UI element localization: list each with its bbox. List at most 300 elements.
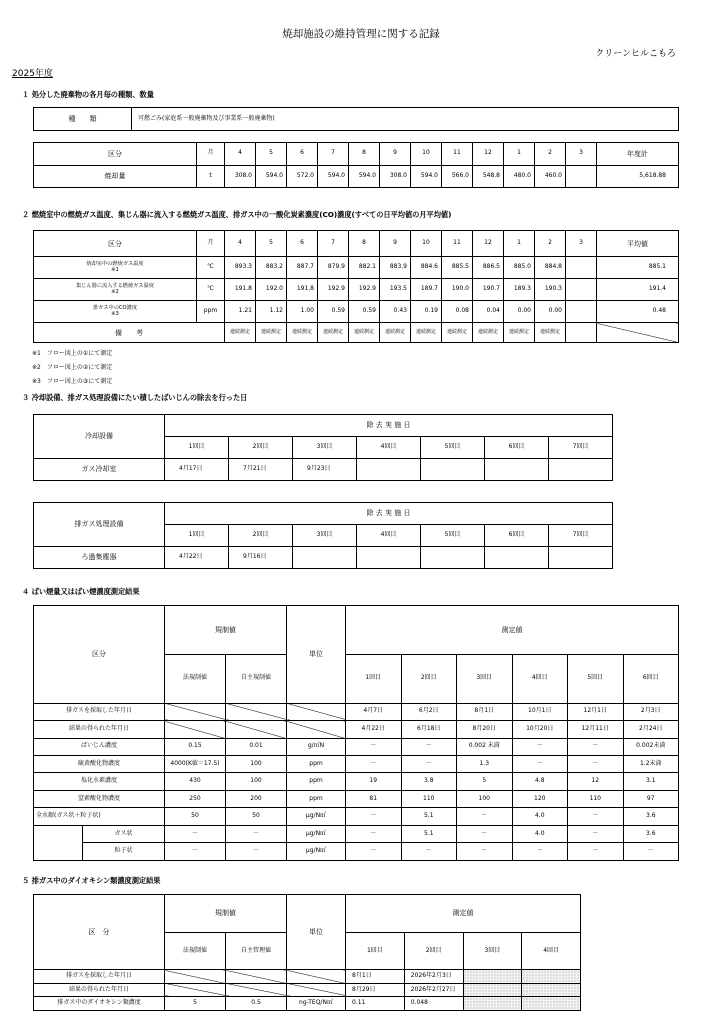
t1-total: 5,618.88 [597, 165, 679, 188]
t4-self: 200 [226, 790, 287, 807]
t4-value: 110 [568, 790, 624, 807]
t4-value: － [346, 808, 402, 825]
removal-date: 7月21日 [229, 459, 293, 481]
t4-value: － [346, 756, 402, 773]
smoke-measurement-table [33, 605, 679, 861]
organization-name: クリーンヒルこもろ [595, 49, 676, 59]
t5-header-self: 自主管理値 [226, 932, 287, 970]
t1-value [566, 165, 597, 188]
t5-header-reg: 規制値 [165, 895, 287, 933]
month-header: 8 [349, 143, 380, 166]
t4-data-row [34, 756, 679, 773]
t5-empty [463, 970, 522, 984]
month-header: 11 [442, 143, 473, 166]
t1-row-label: 焼却量 [34, 165, 197, 188]
t4-self: 100 [226, 773, 287, 790]
note-3: ※3 フロー図上の③にて測定 [32, 378, 113, 385]
t2-value: 884.6 [411, 257, 442, 279]
t4-value: 0.002 未満 [457, 738, 513, 755]
count-header: 6回目 [485, 525, 549, 547]
t5-value: 2026年2月27日 [404, 983, 463, 997]
removal-date: 9月16日 [229, 547, 293, 569]
t4-value: － [401, 843, 457, 861]
count-header: 1回目 [165, 525, 229, 547]
removal-date [421, 547, 485, 569]
t2-value: 886.5 [473, 257, 504, 279]
month-header: 4 [225, 231, 256, 257]
t4-value: 10月1日 [512, 703, 568, 720]
t4-value: 110 [401, 790, 457, 807]
t4-row-label: 硫黄酸化物濃度 [34, 756, 165, 773]
incineration-amount-table [33, 142, 679, 188]
t5-value: 8月1日 [346, 970, 405, 984]
t2-remark: 連続測定 [473, 323, 504, 343]
t4-indent [34, 843, 83, 861]
month-header: 10 [411, 231, 442, 257]
month-header: 2 [535, 143, 566, 166]
t2-value: 0.08 [442, 301, 473, 323]
waste-type-label: 種 類 [34, 108, 132, 131]
month-header: 5 [256, 143, 287, 166]
t4-legal: 0.15 [165, 738, 226, 755]
t4-legal: 250 [165, 790, 226, 807]
section-5-heading: ５ 排ガス中のダイオキシン類濃度測定結果 [22, 876, 161, 885]
t2-value: 0.00 [504, 301, 535, 323]
t2-row-name: 集じん器に流入する燃焼ガス温度 [76, 282, 154, 289]
t4-unit: μg/N㎥ [287, 808, 346, 825]
t3b-header: 除 去 実 施 日 [165, 503, 613, 525]
count-header: 3回目 [293, 525, 357, 547]
t1-value: 594.0 [349, 165, 380, 188]
t5-legal-blank [165, 970, 226, 984]
t2-remark: 連続測定 [442, 323, 473, 343]
t3b-title: 排ガス処理設備 [34, 503, 165, 547]
t2-header-kubun: 区分 [34, 231, 197, 257]
t4-row-label: 排ガスを採取した年月日 [34, 703, 165, 720]
t4-value: － [568, 808, 624, 825]
t4-legal-blank [165, 703, 226, 720]
t2-value [566, 257, 597, 279]
t4-legal: 4000(K値＝17.5) [165, 756, 226, 773]
t5-data-row [34, 997, 581, 1011]
month-header: 7 [318, 231, 349, 257]
t4-row-label: 塩化水素濃度 [34, 773, 165, 790]
t4-value: 3.6 [623, 808, 679, 825]
t4-unit: ppm [287, 756, 346, 773]
t2-value: 190.7 [473, 279, 504, 301]
t2-value: 192.9 [349, 279, 380, 301]
month-header: 3 [566, 143, 597, 166]
t4-value: 4.8 [512, 773, 568, 790]
t2-avg: 191.4 [597, 279, 679, 301]
t4-value: － [512, 738, 568, 755]
temperature-co-table [33, 230, 679, 343]
t2-value: 192.0 [256, 279, 287, 301]
t4-value: 97 [623, 790, 679, 807]
count-header: 1回目 [165, 437, 229, 459]
month-header: 9 [380, 231, 411, 257]
t5-header-meas: 測定値 [346, 895, 581, 933]
t2-remark: 連続測定 [256, 323, 287, 343]
month-header: 2 [535, 231, 566, 257]
t4-self: 0.01 [226, 738, 287, 755]
t5-value: 0.048 [404, 997, 463, 1011]
t4-self: 50 [226, 808, 287, 825]
t5-row-label: 排ガスを採取した年月日 [34, 970, 165, 984]
removal-date: 4月17日 [165, 459, 229, 481]
t1-value: 572.0 [287, 165, 318, 188]
t2-value: 883.2 [256, 257, 287, 279]
t4-data-row [34, 773, 679, 790]
t2-remarks-label: 備 考 [34, 323, 225, 343]
count-header: 4回目 [512, 654, 568, 703]
month-header: 1 [504, 231, 535, 257]
t3a-title: 冷却設備 [34, 415, 165, 459]
t2-unit: ℃ [197, 257, 225, 279]
t4-value: 19 [346, 773, 402, 790]
t2-avg: 0.48 [597, 301, 679, 323]
t1-header-total: 年度計 [597, 143, 679, 166]
t2-remarks-blank [597, 323, 679, 343]
removal-date [421, 459, 485, 481]
t2-value: 1.21 [225, 301, 256, 323]
count-header: 5回目 [421, 437, 485, 459]
t2-header-avg: 平均値 [597, 231, 679, 257]
t2-remark [566, 323, 597, 343]
t2-value: 885.5 [442, 257, 473, 279]
t4-value: － [457, 808, 513, 825]
t2-remark: 連続測定 [287, 323, 318, 343]
t4-value: 12 [568, 773, 624, 790]
t4-value: － [457, 843, 513, 861]
count-header: 3回目 [293, 437, 357, 459]
t4-value: 8月1日 [457, 703, 513, 720]
t2-value: 1.00 [287, 301, 318, 323]
t4-value: － [568, 825, 624, 842]
t4-header-self: 自主規制値 [226, 654, 287, 703]
t4-header-legal: 法規制値 [165, 654, 226, 703]
t2-value [566, 301, 597, 323]
t1-value: 460.0 [535, 165, 566, 188]
t4-value: 6月18日 [401, 721, 457, 738]
t5-row-label: 排ガス中のダイオキシン類濃度 [34, 997, 165, 1011]
removal-date [485, 459, 549, 481]
t4-self-blank [226, 721, 287, 738]
t4-header-unit: 単位 [287, 606, 346, 704]
count-header: 4回目 [522, 932, 581, 970]
t4-legal: 50 [165, 808, 226, 825]
t5-empty [463, 983, 522, 997]
t5-self: 0.5 [226, 997, 287, 1011]
t2-row-name: 焼却室中の燃焼ガス温度 [86, 260, 144, 267]
t2-avg: 885.1 [597, 257, 679, 279]
t2-value: 193.5 [380, 279, 411, 301]
t4-data-row [34, 808, 679, 825]
count-header: 3回目 [457, 654, 513, 703]
t4-unit-blank [287, 703, 346, 720]
t4-value: 4.0 [512, 808, 568, 825]
count-header: 1回目 [346, 654, 402, 703]
t5-unit: ng-TEQ/N㎥ [287, 997, 346, 1011]
t2-remark: 連続測定 [318, 323, 349, 343]
t2-value: 0.43 [380, 301, 411, 323]
t5-header-unit: 単位 [287, 895, 346, 970]
count-header: 2回目 [229, 437, 293, 459]
t4-data-row [34, 843, 679, 861]
t1-value: 308.0 [225, 165, 256, 188]
t4-value: 5 [457, 773, 513, 790]
t5-legal: 5 [165, 997, 226, 1011]
t5-self-blank [226, 983, 287, 997]
month-header: 9 [380, 143, 411, 166]
t4-value: － [568, 756, 624, 773]
t2-value: 885.0 [504, 257, 535, 279]
t4-value: 3.8 [401, 773, 457, 790]
t4-value: － [623, 843, 679, 861]
month-header: 11 [442, 231, 473, 257]
t4-data-row [34, 721, 679, 738]
t5-empty [522, 970, 581, 984]
t4-row-label: 粒子状 [83, 843, 165, 861]
count-header: 6回目 [623, 654, 679, 703]
t5-data-row [34, 970, 581, 984]
t4-row-label: 全水銀(ガス状＋粒子状) [34, 808, 165, 825]
t4-value: 4月22日 [346, 721, 402, 738]
t3a-header: 除 去 実 施 日 [165, 415, 613, 437]
t5-header-legal: 法規制値 [165, 932, 226, 970]
t2-value [566, 279, 597, 301]
t2-value: 189.7 [411, 279, 442, 301]
t5-value: 0.11 [346, 997, 405, 1011]
t4-value: 100 [457, 790, 513, 807]
t4-value: 12月11日 [568, 721, 624, 738]
t1-value: 594.0 [318, 165, 349, 188]
t2-value: 192.9 [318, 279, 349, 301]
month-header: 10 [411, 143, 442, 166]
t2-value: 893.3 [225, 257, 256, 279]
t2-remark: 連続測定 [349, 323, 380, 343]
t2-data-row [34, 301, 679, 323]
t2-row-note: ※1 [111, 266, 119, 273]
count-header: 4回目 [357, 437, 421, 459]
month-header: 7 [318, 143, 349, 166]
t3b-row-label: ろ過集塵器 [34, 547, 165, 569]
t5-unit-blank [287, 983, 346, 997]
section-1-heading: １ 処分した廃棄物の各月毎の種類、数量 [22, 90, 154, 99]
t4-value: － [512, 756, 568, 773]
t2-value: 0.04 [473, 301, 504, 323]
section-4-heading: ４ ばい煙量又はばい煙濃度測定結果 [22, 587, 140, 596]
t2-unit: ppm [197, 301, 225, 323]
t5-header-kubun: 区 分 [34, 895, 165, 970]
count-header: 2回目 [401, 654, 457, 703]
t4-data-row [34, 738, 679, 755]
t2-row-label [34, 301, 197, 323]
month-header: 12 [473, 143, 504, 166]
t4-value: 4月7日 [346, 703, 402, 720]
count-header: 6回目 [485, 437, 549, 459]
t4-unit: μg/N㎥ [287, 843, 346, 861]
t4-indent [34, 825, 83, 842]
t4-value: 81 [346, 790, 402, 807]
t2-value: 191.8 [225, 279, 256, 301]
t2-value: 189.3 [504, 279, 535, 301]
t4-value: － [401, 738, 457, 755]
t4-unit: μg/N㎥ [287, 825, 346, 842]
t5-unit-blank [287, 970, 346, 984]
month-header: 6 [287, 143, 318, 166]
count-header: 4回目 [357, 525, 421, 547]
t4-legal-blank [165, 721, 226, 738]
month-header: 6 [287, 231, 318, 257]
count-header: 1回目 [346, 932, 405, 970]
t2-value: 0.59 [349, 301, 380, 323]
removal-date [549, 459, 613, 481]
month-header: 8 [349, 231, 380, 257]
t4-value: 1.2未満 [623, 756, 679, 773]
t4-value: － [346, 738, 402, 755]
t4-value: － [346, 825, 402, 842]
t2-unit: ℃ [197, 279, 225, 301]
removal-date: 4月22日 [165, 547, 229, 569]
t5-empty [522, 983, 581, 997]
section-2-heading: ２ 燃焼室中の燃焼ガス温度、集じん器に流入する燃焼ガス温度、排ガス中の一酸化炭素濃度(CO)濃度(すべての日平均値の月平均値) [22, 210, 452, 219]
t4-value: 2月24日 [623, 721, 679, 738]
t2-row-label [34, 279, 197, 301]
waste-type-value: 可燃ごみ(家庭系一般廃棄物及び事業系一般廃棄物) [132, 108, 679, 131]
count-header: 5回目 [421, 525, 485, 547]
t2-header-month: 月 [197, 231, 225, 257]
count-header: 2回目 [404, 932, 463, 970]
t2-data-row [34, 257, 679, 279]
t2-data-row [34, 279, 679, 301]
t2-value: 190.0 [442, 279, 473, 301]
month-header: 3 [566, 231, 597, 257]
removal-date [357, 459, 421, 481]
t4-row-label: 窒素酸化物濃度 [34, 790, 165, 807]
t1-header-month: 月 [197, 143, 225, 166]
t4-value: 1.3 [457, 756, 513, 773]
t1-value: 480.0 [504, 165, 535, 188]
t1-value: 594.0 [411, 165, 442, 188]
t5-row-label: 結果の得られた年月日 [34, 983, 165, 997]
t5-empty [522, 997, 581, 1011]
dioxin-measurement-table [33, 894, 581, 1011]
t2-value: 883.9 [380, 257, 411, 279]
t2-value: 1.12 [256, 301, 287, 323]
t4-value: 4.0 [512, 825, 568, 842]
t2-row-label [34, 257, 197, 279]
t2-remarks-row [34, 323, 679, 343]
t4-unit: ppm [287, 773, 346, 790]
t5-value: 2026年2月3日 [404, 970, 463, 984]
t4-value: 8月20日 [457, 721, 513, 738]
t4-value: 0.002未満 [623, 738, 679, 755]
t4-value: 2月3日 [623, 703, 679, 720]
t4-value: 10月20日 [512, 721, 568, 738]
month-header: 4 [225, 143, 256, 166]
count-header: 7回目 [549, 437, 613, 459]
t4-value: － [457, 825, 513, 842]
count-header: 2回目 [229, 525, 293, 547]
t1-unit: t [197, 165, 225, 188]
cooling-equipment-table [33, 414, 613, 481]
t4-legal: 430 [165, 773, 226, 790]
t2-remark: 連続測定 [380, 323, 411, 343]
t4-unit: g/㎥N [287, 738, 346, 755]
t4-value: － [401, 756, 457, 773]
t2-remark: 連続測定 [535, 323, 566, 343]
t4-unit: ppm [287, 790, 346, 807]
t4-self: － [226, 843, 287, 861]
t1-value: 548.8 [473, 165, 504, 188]
removal-date: 9月23日 [293, 459, 357, 481]
t2-value: 190.3 [535, 279, 566, 301]
t4-data-row [34, 790, 679, 807]
count-header: 5回目 [568, 654, 624, 703]
t4-value: － [568, 843, 624, 861]
t1-header-kubun: 区分 [34, 143, 197, 166]
t4-data-row [34, 825, 679, 842]
t2-value: 0.59 [318, 301, 349, 323]
t4-self-blank [226, 703, 287, 720]
note-2: ※2 フロー図上の②にて測定 [32, 364, 113, 371]
note-1: ※1 フロー図上の①にて測定 [32, 350, 113, 357]
t4-row-label: ガス状 [83, 825, 165, 842]
t2-value: 0.19 [411, 301, 442, 323]
t2-value: 882.1 [349, 257, 380, 279]
document-title: 焼却施設の維持管理に関する記録 [282, 28, 440, 40]
t4-value: － [568, 738, 624, 755]
t4-unit-blank [287, 721, 346, 738]
month-header: 1 [504, 143, 535, 166]
t4-value: 6月2日 [401, 703, 457, 720]
t2-remark: 連続測定 [225, 323, 256, 343]
t2-remark: 連続測定 [411, 323, 442, 343]
t5-value: 8月29日 [346, 983, 405, 997]
t4-value: － [346, 843, 402, 861]
t4-value: 12月1日 [568, 703, 624, 720]
t2-value: 887.7 [287, 257, 318, 279]
t2-value: 0.00 [535, 301, 566, 323]
t4-self: － [226, 825, 287, 842]
t4-legal: － [165, 825, 226, 842]
t5-empty [463, 997, 522, 1011]
t4-value: 5.1 [401, 808, 457, 825]
t3a-row-label: ガス冷却室 [34, 459, 165, 481]
t4-value: 5.1 [401, 825, 457, 842]
t1-value: 566.0 [442, 165, 473, 188]
exhaust-treatment-table [33, 502, 613, 569]
t4-header-kubun: 区分 [34, 606, 165, 704]
t4-row-label: ばいじん濃度 [34, 738, 165, 755]
t4-legal: － [165, 843, 226, 861]
t2-value: 191.8 [287, 279, 318, 301]
t4-row-label: 結果の得られた年月日 [34, 721, 165, 738]
count-header: 7回目 [549, 525, 613, 547]
t2-value: 879.9 [318, 257, 349, 279]
removal-date [293, 547, 357, 569]
t2-row-name: 排ガス中のCO濃度 [92, 304, 138, 311]
t1-value: 308.0 [380, 165, 411, 188]
t4-header-meas: 測定値 [346, 606, 679, 655]
waste-type-table [33, 107, 679, 131]
removal-date [549, 547, 613, 569]
t4-self: 100 [226, 756, 287, 773]
count-header: 3回目 [463, 932, 522, 970]
t4-header-reg: 規制値 [165, 606, 287, 655]
month-header: 12 [473, 231, 504, 257]
